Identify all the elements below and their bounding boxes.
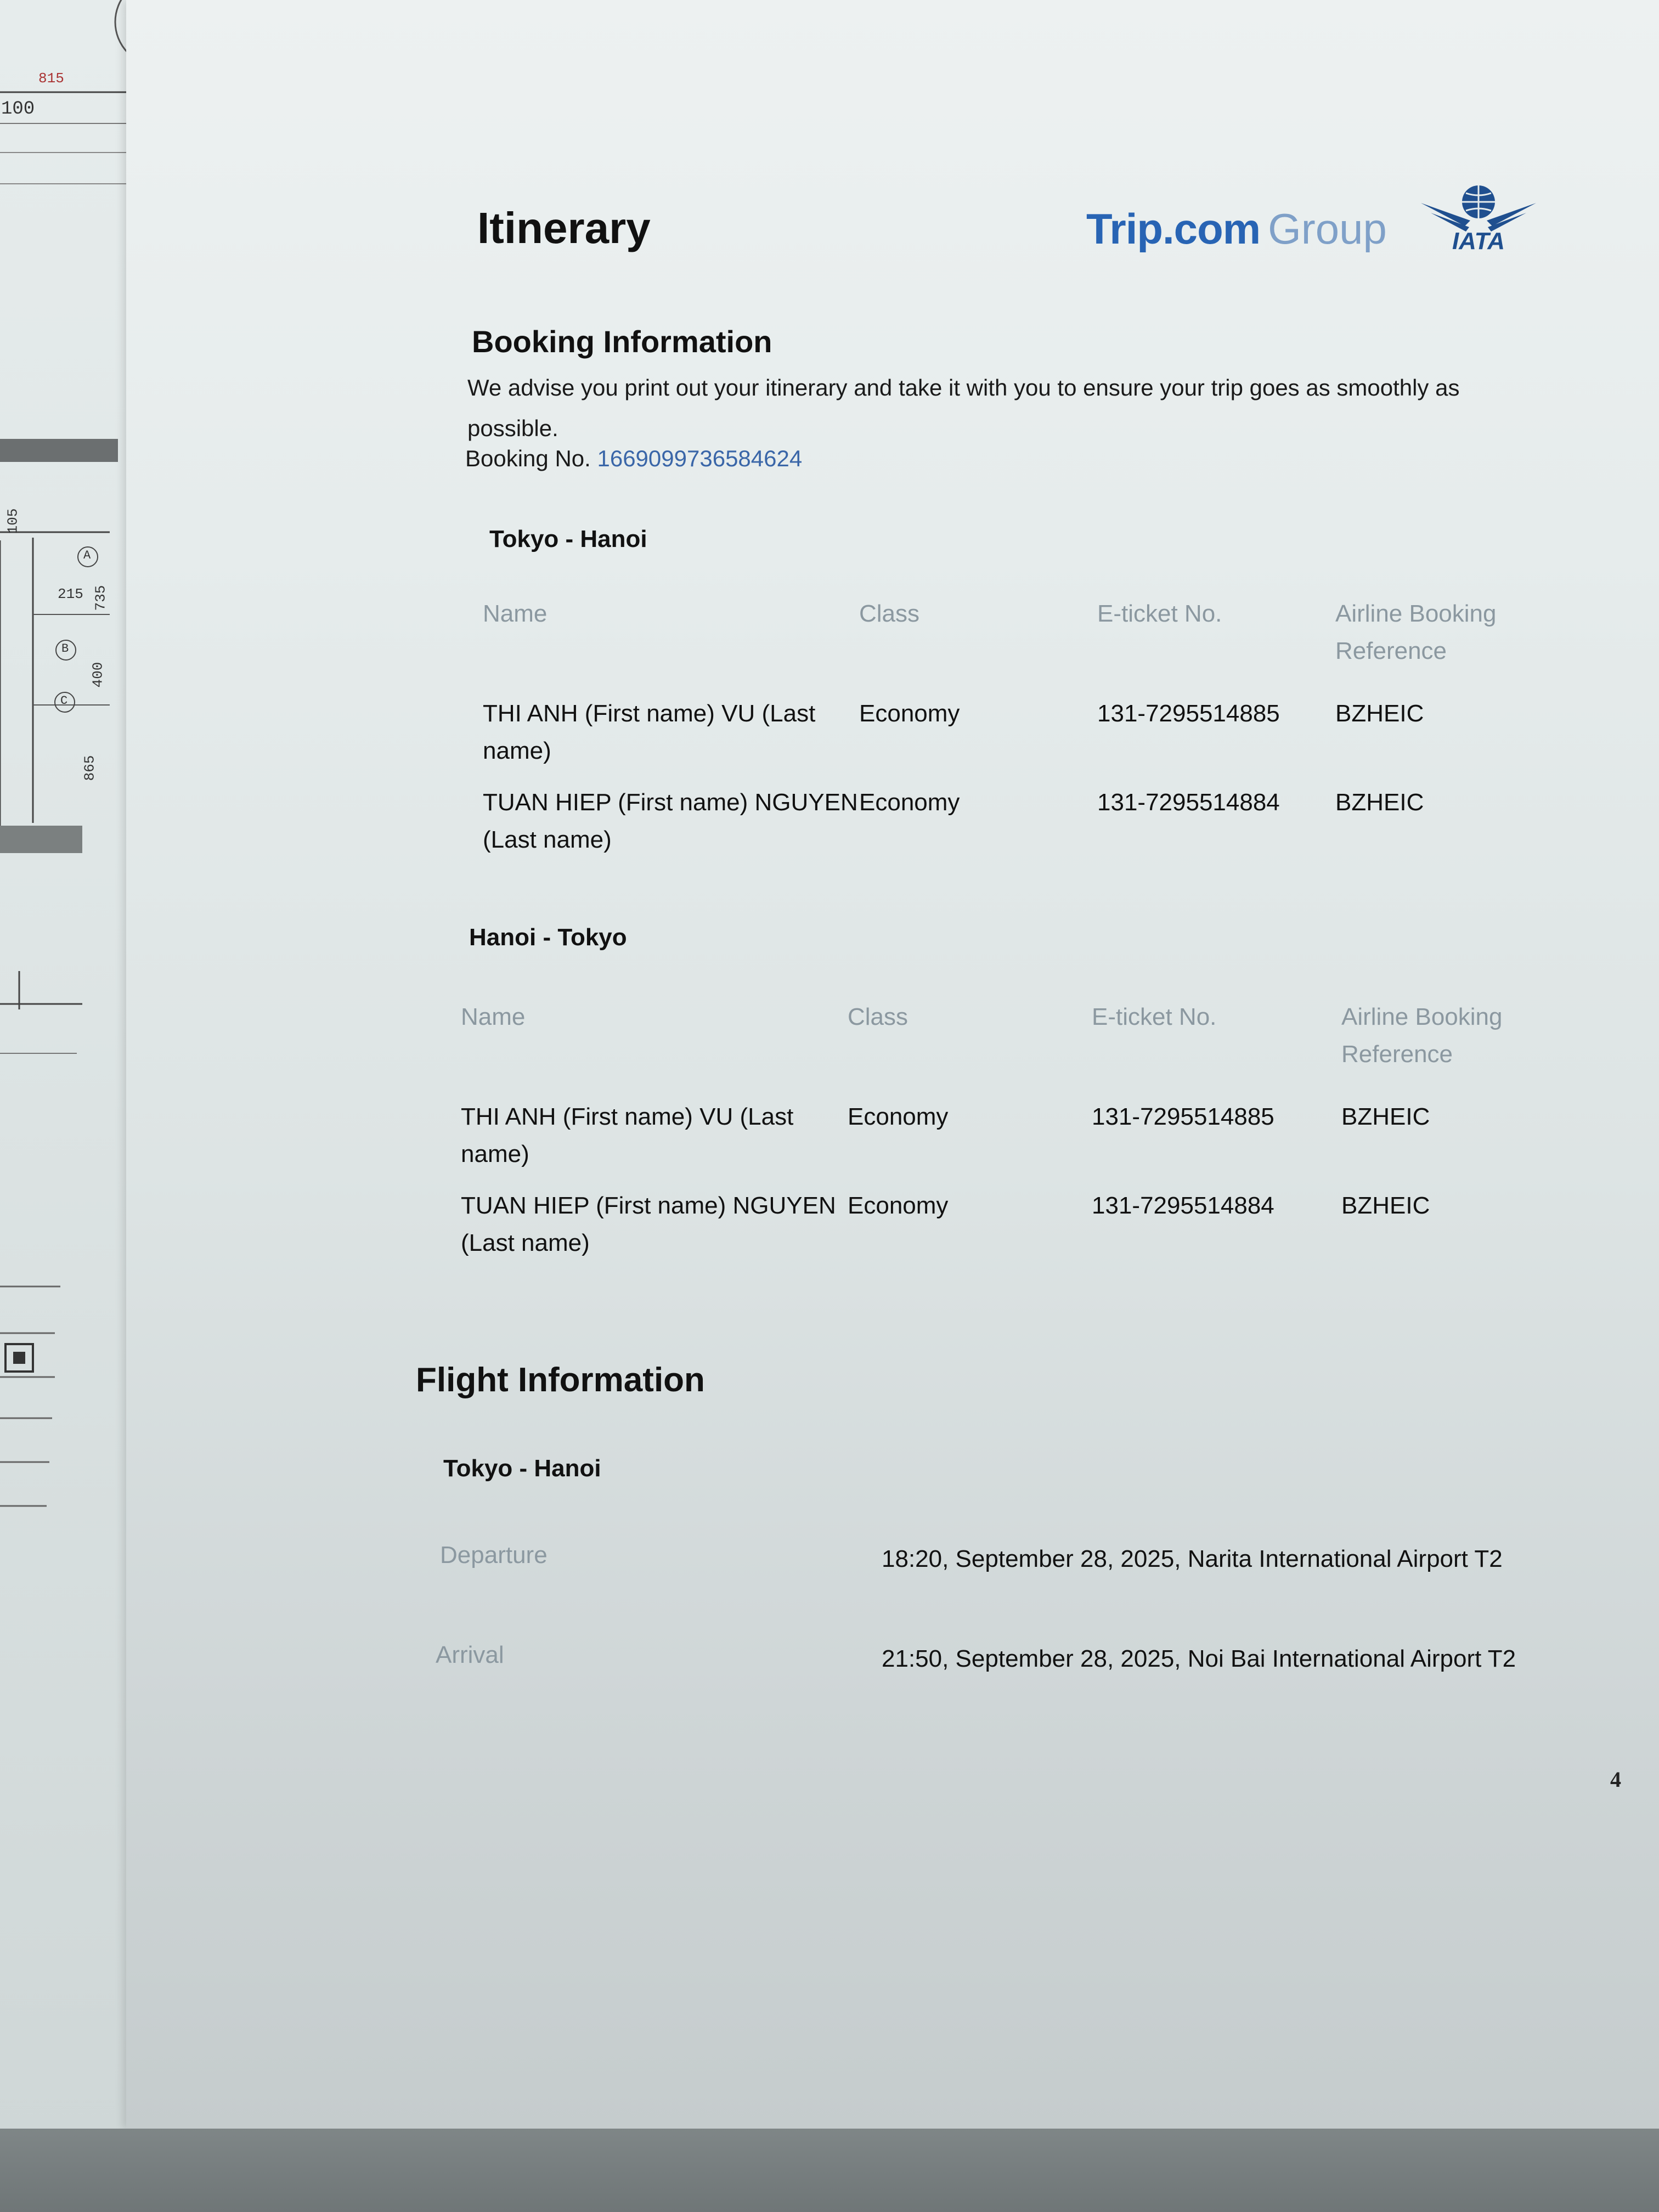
passenger-eticket: 131-7295514884 (1097, 789, 1280, 816)
page-content (346, 0, 1607, 1975)
drawing-label: 400 (89, 662, 106, 688)
col-eticket: E-ticket No. (1092, 1003, 1217, 1030)
itinerary-page (126, 0, 1659, 2129)
booking-number-label: Booking No. (465, 445, 591, 471)
col-class: Class (859, 600, 920, 627)
drawing-label: 215 (58, 586, 83, 602)
table-row (483, 784, 1544, 873)
col-name: Name (461, 1003, 526, 1030)
col-eticket: E-ticket No. (1097, 600, 1222, 627)
table-header-row (483, 595, 1544, 695)
brand-name (1086, 204, 1260, 254)
arrival-value: 21:50, September 28, 2025, Noi Bai International Airport T2 (882, 1645, 1516, 1672)
flight-route: Tokyo - Hanoi (443, 1455, 601, 1482)
col-name: Name (483, 600, 548, 627)
brand-group: Group (1268, 205, 1387, 253)
passenger-class: Economy (859, 789, 960, 816)
paper-edge-shadow (0, 2129, 1659, 2212)
passenger-name: TUAN HIEP (First name) NGUYEN (Last name) (461, 1192, 836, 1256)
table-header-row (461, 998, 1550, 1098)
passenger-name: THI ANH (First name) VU (Last name) (483, 700, 816, 764)
iata-logo-icon (1421, 181, 1536, 252)
col-class: Class (848, 1003, 909, 1030)
passenger-name: TUAN HIEP (First name) NGUYEN (Last name) (483, 789, 858, 853)
iata-wordmark: IATA (1452, 228, 1505, 252)
brand-logo (1086, 204, 1387, 254)
passenger-eticket: 131-7295514885 (1092, 1103, 1274, 1130)
flight-heading: Flight Information (416, 1361, 705, 1399)
page-number: 4 (1610, 1767, 1621, 1792)
passenger-eticket: 131-7295514885 (1097, 700, 1280, 727)
brand-main: Trip (1086, 205, 1163, 253)
drawing-label: 105 (4, 508, 21, 534)
col-airline-ref: Airline Booking Reference (1335, 600, 1497, 664)
passenger-ref: BZHEIC (1335, 700, 1424, 727)
booking-number-value: 1669099736584624 (597, 445, 803, 471)
passenger-class: Economy (848, 1103, 949, 1130)
segment-route: Hanoi - Tokyo (469, 924, 627, 951)
passenger-class: Economy (848, 1192, 949, 1219)
drawing-label: B (61, 642, 69, 656)
passenger-table (483, 595, 1544, 873)
brand-dot: .com (1163, 205, 1261, 253)
segment-route: Tokyo - Hanoi (489, 526, 647, 552)
passenger-table (461, 998, 1550, 1276)
passenger-name: THI ANH (First name) VU (Last name) (461, 1103, 794, 1167)
departure-label: Departure (440, 1542, 548, 1568)
departure-value: 18:20, September 28, 2025, Narita International Airport T2 (882, 1545, 1503, 1572)
drawing-label: A (83, 549, 91, 562)
table-row (461, 1098, 1550, 1187)
advice-text: We advise you print out your itinerary and take it with you to ensure your trip goes as smoothly as possible. (467, 375, 1460, 441)
passenger-eticket: 131-7295514884 (1092, 1192, 1274, 1219)
drawing-label: 865 (81, 755, 98, 781)
arrival-label: Arrival (436, 1641, 504, 1668)
booking-number (465, 445, 802, 472)
drawing-label: 100 (1, 99, 35, 120)
page-title: Itinerary (477, 204, 651, 252)
drawing-label: C (60, 694, 68, 708)
drawing-label: 815 (38, 70, 64, 87)
col-airline-ref: Airline Booking Reference (1341, 1003, 1503, 1068)
passenger-ref: BZHEIC (1341, 1103, 1430, 1130)
passenger-class: Economy (859, 700, 960, 727)
table-row (461, 1187, 1550, 1276)
table-row (483, 695, 1544, 784)
drawing-label: 735 (92, 585, 109, 611)
passenger-ref: BZHEIC (1341, 1192, 1430, 1219)
passenger-ref: BZHEIC (1335, 789, 1424, 816)
booking-heading: Booking Information (472, 324, 772, 359)
